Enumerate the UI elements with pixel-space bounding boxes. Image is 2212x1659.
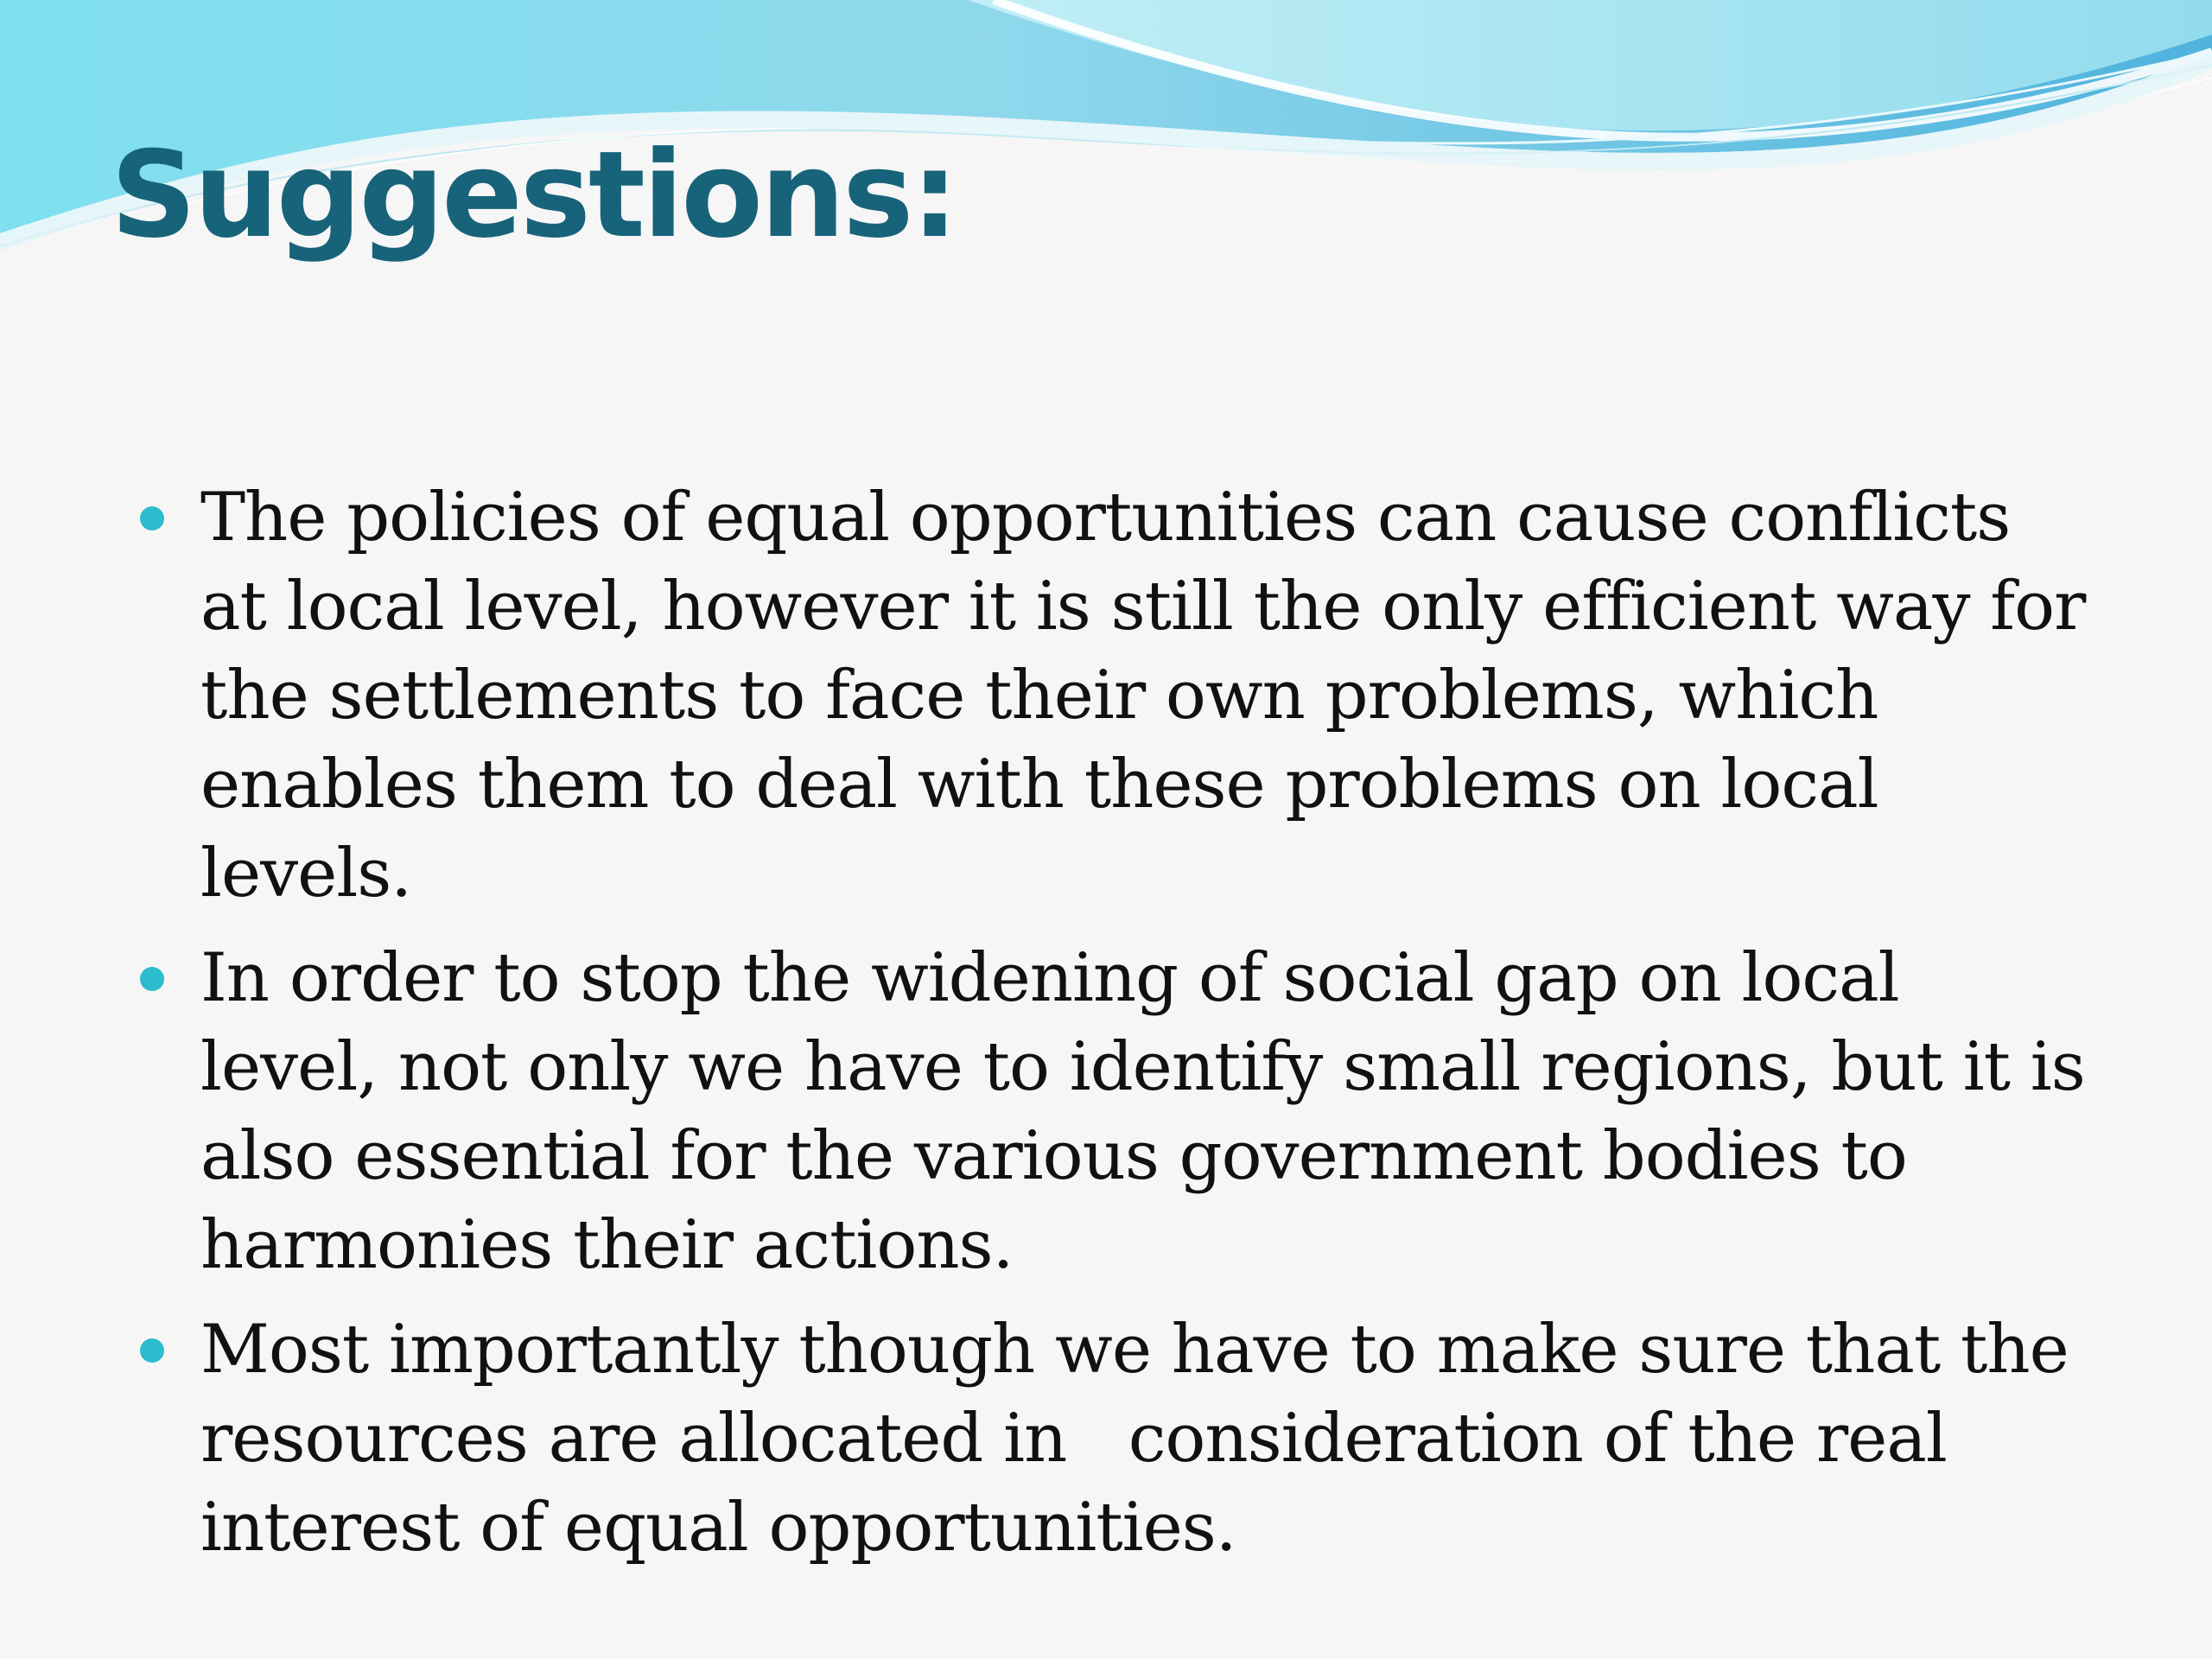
- bullet-item: [138, 934, 2106, 1290]
- bullet-text: Most importantly though we have to make sure that the resources are allocated in consideration of the real interest of equal opportunities.: [200, 1311, 2089, 1567]
- bullet-dot-icon: [140, 967, 164, 991]
- bullet-dot-icon: [140, 506, 164, 531]
- bullet-list: [138, 474, 2107, 1588]
- bullet-dot-icon: [140, 1338, 164, 1363]
- bullet-text: In order to stop the widening of social gap on local level, not only we have to identify small regions, but it is also essential for the various government bodies to harmonies their actions.: [200, 939, 2106, 1284]
- bullet-item: [138, 1306, 2091, 1573]
- bullet-item: [138, 474, 2107, 918]
- bullet-text: The policies of equal opportunities can cause conflicts at local level, however it is still the only efficient way for the settlements to face their own problems, which enables them to deal with these problems on local levels.: [200, 479, 2107, 912]
- slide-title: Suggestions:: [111, 125, 957, 264]
